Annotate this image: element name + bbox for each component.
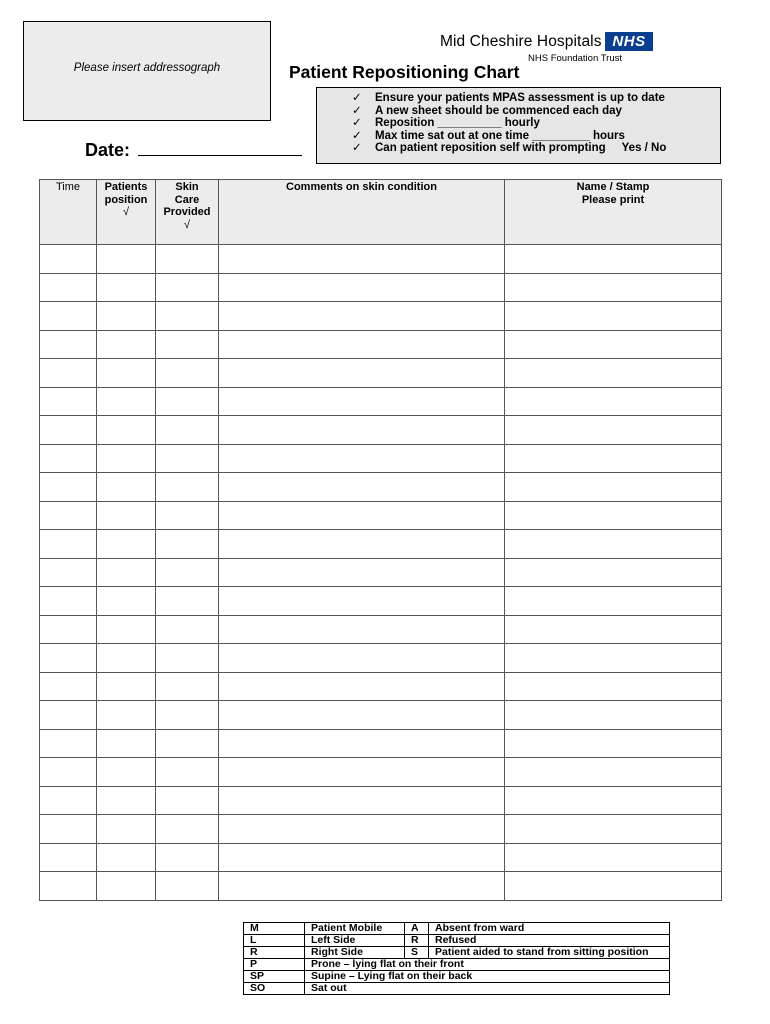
organisation-name: Mid Cheshire Hospitals [440,33,602,50]
name-stamp-cell[interactable] [505,387,722,416]
name-stamp-cell[interactable] [505,302,722,331]
time-cell[interactable] [40,387,97,416]
name-stamp-cell[interactable] [505,587,722,616]
legend-meaning: Refused [429,935,670,947]
date-field[interactable] [138,155,302,156]
position-cell[interactable] [97,644,156,673]
time-cell[interactable] [40,416,97,445]
time-cell[interactable] [40,786,97,815]
comments-cell[interactable] [219,359,505,388]
legend-row [244,947,670,959]
legend-code: L [244,935,305,947]
table-row [40,302,722,331]
nhs-logo: NHS [605,32,653,51]
checkmark-icon: ✓ [352,92,362,104]
position-cell[interactable] [97,872,156,901]
skin-care-cell[interactable] [156,615,219,644]
name-stamp-cell[interactable] [505,359,722,388]
table-row [40,273,722,302]
skin-care-cell[interactable] [156,843,219,872]
name-stamp-cell[interactable] [505,245,722,274]
position-cell[interactable] [97,473,156,502]
legend-code: A [405,923,429,935]
skin-care-cell[interactable] [156,587,219,616]
column-header-comments: Comments on skin condition [219,180,505,245]
skin-care-cell[interactable] [156,701,219,730]
legend-meaning: Left Side [305,935,405,947]
table-row [40,815,722,844]
comments-cell[interactable] [219,644,505,673]
time-cell[interactable] [40,359,97,388]
yes-no-option[interactable]: Yes / No [621,142,667,155]
name-stamp-cell[interactable] [505,501,722,530]
legend-meaning: Prone – lying flat on their front [305,959,670,971]
time-cell[interactable] [40,530,97,559]
time-cell[interactable] [40,587,97,616]
position-cell[interactable] [97,359,156,388]
instruction-item: ✓ Reposition __________ hourly [352,117,540,130]
name-stamp-cell[interactable] [505,872,722,901]
date-label: Date: [85,140,131,160]
table-row [40,872,722,901]
table-row [40,615,722,644]
table-row [40,729,722,758]
skin-care-cell[interactable] [156,473,219,502]
legend-code: M [244,923,305,935]
skin-care-cell[interactable] [156,387,219,416]
time-cell[interactable] [40,843,97,872]
name-stamp-cell[interactable] [505,758,722,787]
time-cell[interactable] [40,501,97,530]
skin-care-cell[interactable] [156,273,219,302]
table-row [40,359,722,388]
table-row [40,758,722,787]
table-row [40,587,722,616]
name-stamp-cell[interactable] [505,615,722,644]
skin-care-cell[interactable] [156,729,219,758]
position-cell[interactable] [97,672,156,701]
instruction-item: ✓ Max time sat out at one time _________ hours [352,129,625,142]
skin-care-cell[interactable] [156,302,219,331]
comments-cell[interactable] [219,416,505,445]
comments-cell[interactable] [219,786,505,815]
position-cell[interactable] [97,530,156,559]
position-cell[interactable] [97,273,156,302]
name-stamp-cell[interactable] [505,644,722,673]
table-row [40,701,722,730]
position-cell[interactable] [97,786,156,815]
time-cell[interactable] [40,701,97,730]
instruction-item: ✓ Can patient reposition self with prompting Yes / No [352,142,667,155]
name-stamp-cell[interactable] [505,416,722,445]
position-cell[interactable] [97,444,156,473]
name-stamp-cell[interactable] [505,701,722,730]
table-row [40,558,722,587]
legend-row [244,923,670,935]
name-stamp-cell[interactable] [505,530,722,559]
comments-cell[interactable] [219,501,505,530]
time-cell[interactable] [40,473,97,502]
checkmark-icon: ✓ [352,129,362,142]
skin-care-cell[interactable] [156,644,219,673]
time-cell[interactable] [40,558,97,587]
position-cell[interactable] [97,245,156,274]
comments-cell[interactable] [219,587,505,616]
position-cell[interactable] [97,501,156,530]
time-cell[interactable] [40,872,97,901]
instructions-list [317,88,720,155]
comments-cell[interactable] [219,729,505,758]
comments-cell[interactable] [219,815,505,844]
name-stamp-cell[interactable] [505,330,722,359]
legend-row [244,971,670,983]
comments-cell[interactable] [219,615,505,644]
skin-care-cell[interactable] [156,786,219,815]
legend-code: S [405,947,429,959]
comments-cell[interactable] [219,758,505,787]
table-body [40,245,722,901]
comments-cell[interactable] [219,530,505,559]
skin-care-cell[interactable] [156,416,219,445]
time-cell[interactable] [40,273,97,302]
comments-cell[interactable] [219,701,505,730]
position-cell[interactable] [97,729,156,758]
legend-row [244,983,670,995]
name-stamp-cell[interactable] [505,843,722,872]
name-stamp-cell[interactable] [505,729,722,758]
time-cell[interactable] [40,672,97,701]
addressograph-placeholder: Please insert addressograph [73,62,221,74]
checkmark-icon: ✓ [352,142,362,155]
column-header-position: Patients position √ [97,180,156,245]
position-cell[interactable] [97,701,156,730]
instructions-box [316,87,721,164]
position-cell[interactable] [97,558,156,587]
position-cell[interactable] [97,330,156,359]
checkmark-icon: ✓ [352,117,362,130]
comments-cell[interactable] [219,273,505,302]
time-cell[interactable] [40,444,97,473]
legend-meaning: Absent from ward [429,923,670,935]
time-cell[interactable] [40,815,97,844]
skin-care-cell[interactable] [156,501,219,530]
skin-care-cell[interactable] [156,758,219,787]
column-header-name-stamp: Name / Stamp Please print [505,180,722,245]
table-row [40,473,722,502]
position-cell[interactable] [97,587,156,616]
time-cell[interactable] [40,729,97,758]
name-stamp-cell[interactable] [505,558,722,587]
legend-meaning: Patient Mobile [305,923,405,935]
skin-care-cell[interactable] [156,815,219,844]
position-cell[interactable] [97,758,156,787]
position-cell[interactable] [97,843,156,872]
skin-care-cell[interactable] [156,245,219,274]
legend-row [244,959,670,971]
time-cell[interactable] [40,644,97,673]
skin-care-cell[interactable] [156,872,219,901]
position-cell[interactable] [97,815,156,844]
name-stamp-cell[interactable] [505,273,722,302]
legend-table [243,922,670,995]
column-header-skin-care: Skin Care Provided √ [156,180,219,245]
table-header-row [40,180,722,245]
skin-care-cell[interactable] [156,359,219,388]
name-stamp-cell[interactable] [505,444,722,473]
table-row [40,843,722,872]
time-cell[interactable] [40,245,97,274]
table-row [40,501,722,530]
skin-care-cell[interactable] [156,444,219,473]
table-row [40,530,722,559]
time-cell[interactable] [40,758,97,787]
legend-code: R [405,935,429,947]
comments-cell[interactable] [219,444,505,473]
tick-icon: √ [183,218,191,231]
time-cell[interactable] [40,330,97,359]
tick-icon: √ [122,206,130,218]
checkmark-icon: ✓ [352,104,362,117]
page-title: Patient Repositioning Chart [289,62,520,82]
legend-code: P [244,959,305,971]
position-cell[interactable] [97,302,156,331]
position-cell[interactable] [97,387,156,416]
legend-meaning: Right Side [305,947,405,959]
table-row [40,387,722,416]
name-stamp-cell[interactable] [505,473,722,502]
legend-code: SO [244,983,305,995]
legend-meaning: Patient aided to stand from sitting position [429,947,670,959]
skin-care-cell[interactable] [156,672,219,701]
comments-cell[interactable] [219,558,505,587]
skin-care-cell[interactable] [156,530,219,559]
table-row [40,644,722,673]
comments-cell[interactable] [219,843,505,872]
comments-cell[interactable] [219,330,505,359]
position-cell[interactable] [97,615,156,644]
instruction-item: ✓ A new sheet should be commenced each day [352,104,622,117]
table-row [40,245,722,274]
addressograph-box [23,21,271,121]
comments-cell[interactable] [219,872,505,901]
instruction-item: ✓ Ensure your patients MPAS assessment is up to date [352,92,665,104]
name-stamp-cell[interactable] [505,815,722,844]
table-row [40,416,722,445]
table-row [40,786,722,815]
name-stamp-cell[interactable] [505,786,722,815]
legend-row [244,935,670,947]
legend-code: SP [244,971,305,983]
position-cell[interactable] [97,416,156,445]
comments-cell[interactable] [219,387,505,416]
comments-cell[interactable] [219,672,505,701]
column-header-time: Time [40,180,97,245]
skin-care-cell[interactable] [156,558,219,587]
table-row [40,330,722,359]
name-stamp-cell[interactable] [505,672,722,701]
table-row [40,444,722,473]
legend-meaning: Supine – Lying flat on their back [305,971,670,983]
table-row [40,672,722,701]
comments-cell[interactable] [219,302,505,331]
skin-care-cell[interactable] [156,330,219,359]
repositioning-table [39,179,722,901]
legend-code: R [244,947,305,959]
comments-cell[interactable] [219,245,505,274]
time-cell[interactable] [40,302,97,331]
legend-meaning: Sat out [305,983,670,995]
time-cell[interactable] [40,615,97,644]
trust-name: NHS Foundation Trust [528,53,622,64]
comments-cell[interactable] [219,473,505,502]
